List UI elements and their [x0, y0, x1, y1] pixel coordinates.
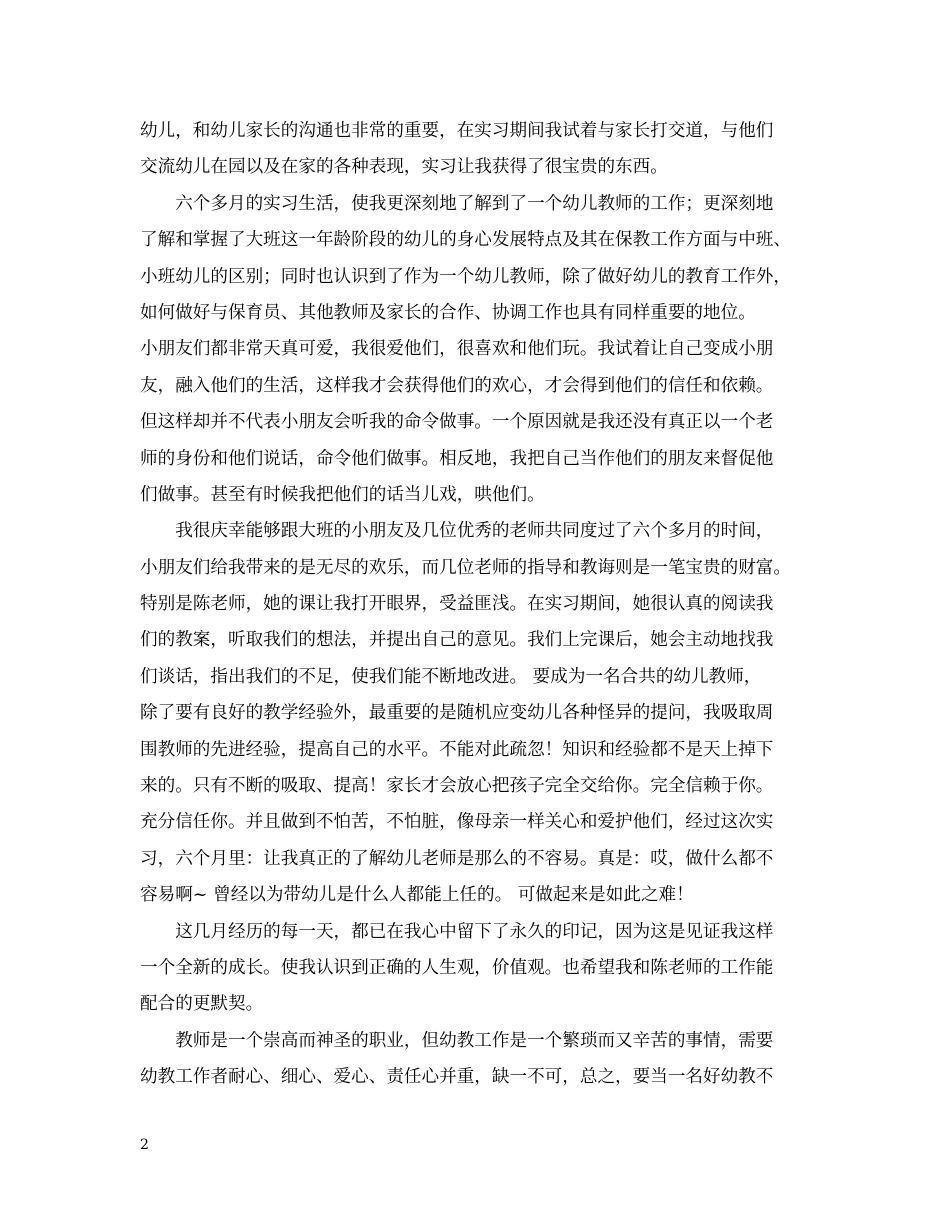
text-line: 这几月经历的每一天，都已在我心中留下了永久的印记，因为这是见证我这样 — [140, 921, 774, 942]
text-line: 特别是陈老师，她的课让我打开眼界，受益匪浅。在实习期间，她很认真的阅读我 — [140, 594, 774, 615]
text-line: 们的教案，听取我们的想法，并提出自己的意见。我们上完课后，她会主动地找我 — [140, 630, 774, 651]
text-line: 幼教工作者耐心、细心、爱心、责任心并重，缺一不可，总之，要当一名好幼教不 — [140, 1067, 774, 1088]
text-line: 除了要有良好的教学经验外，最重要的是随机应变幼儿各种怪异的提问，我吸取周 — [140, 703, 774, 724]
text-line: 师的身份和他们说话，命令他们做事。相反地，我把自己当作他们的朋友来督促他 — [140, 448, 774, 469]
text-line: 围教师的先进经验，提高自己的水平。不能对此疏忽！知识和经验都不是天上掉下 — [140, 739, 774, 760]
text-line: 如何做好与保育员、其他教师及家长的合作、协调工作也具有同样重要的地位。 — [140, 302, 756, 323]
text-line: 六个多月的实习生活，使我更深刻地了解到了一个幼儿教师的工作；更深刻地 — [140, 193, 774, 214]
page-number: 2 — [140, 1137, 149, 1153]
text-line: 一个全新的成长。使我认识到正确的人生观，价值观。也希望我和陈老师的工作能 — [140, 957, 774, 978]
text-line: 但这样却并不代表小朋友会听我的命令做事。一个原因就是我还没有真正以一个老 — [140, 412, 774, 433]
text-line: 幼儿，和幼儿家长的沟通也非常的重要，在实习期间我试着与家长打交道，与他们 — [140, 121, 774, 141]
text-line: 习，六个月里：让我真正的了解幼儿老师是那么的不容易。真是：哎，做什么都不 — [140, 848, 774, 869]
text-line: 充分信任你。并且做到不怕苦，不怕脏，像母亲一样关心和爱护他们，经过这次实 — [140, 812, 774, 833]
text-line: 们谈话，指出我们的不足，使我们能不断地改进。 要成为一名合共的幼儿教师， — [140, 666, 762, 687]
text-line: 了解和掌握了大班这一年龄阶段的幼儿的身心发展特点及其在保教工作方面与中班、 — [140, 230, 791, 251]
text-line: 交流幼儿在园以及在家的各种表现，实习让我获得了很宝贵的东西。 — [140, 157, 668, 178]
body-text — [140, 113, 830, 1096]
text-line: 容易啊~ 曾经以为带幼儿是什么人都能上任的。 可做起来是如此之难！ — [140, 885, 694, 906]
text-line: 配合的更默契。 — [140, 994, 264, 1015]
text-line: 小朋友们都非常天真可爱，我很爱他们，很喜欢和他们玩。我试着让自己变成小朋 — [140, 339, 774, 360]
text-line: 来的。只有不断的吸取、提高！家长才会放心把孩子完全交给你。完全信赖于你。 — [140, 776, 774, 797]
text-line: 教师是一个崇高而神圣的职业，但幼教工作是一个繁琐而又辛苦的事情，需要 — [140, 1030, 774, 1051]
text-line: 们做事。甚至有时候我把他们的话当儿戏，哄他们。 — [140, 484, 545, 505]
text-line: 我很庆幸能够跟大班的小朋友及几位优秀的老师共同度过了六个多月的时间， — [140, 521, 774, 542]
text-line: 小朋友们给我带来的是无尽的欢乐，而几位老师的指导和教诲则是一笔宝贵的财富。 — [140, 557, 791, 578]
text-line: 友，融入他们的生活，这样我才会获得他们的欢心，才会得到他们的信任和依赖。 — [140, 375, 774, 396]
text-line: 小班幼儿的区别；同时也认识到了作为一个幼儿教师，除了做好幼儿的教育工作外， — [140, 266, 791, 287]
